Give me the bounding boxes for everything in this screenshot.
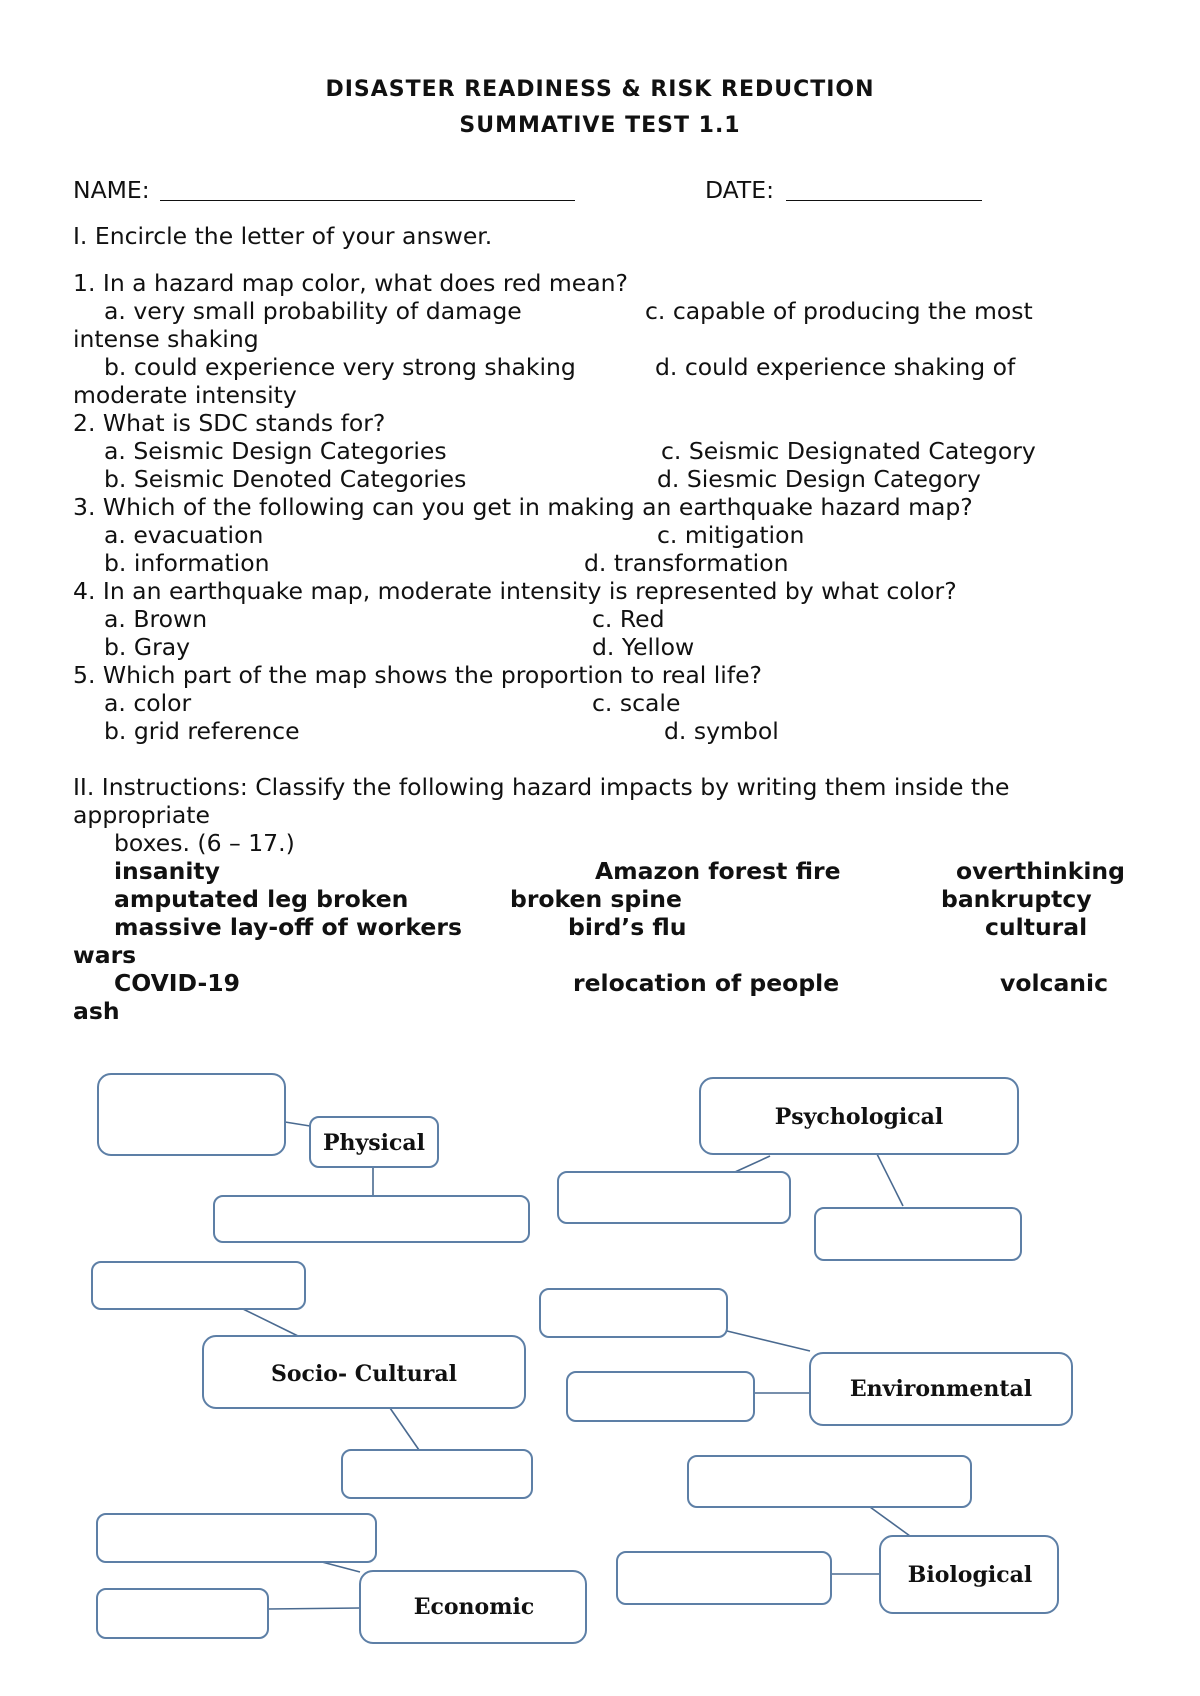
item-amazon-forest-fire: Amazon forest fire <box>595 857 841 885</box>
item-cultural: cultural <box>985 913 1088 941</box>
question-1: 1. In a hazard map color, what does red mean? <box>73 269 628 297</box>
item-volcanic-wrap: ash <box>73 997 120 1025</box>
biological-answer-box-2[interactable] <box>617 1552 831 1604</box>
psychological-answer-box-2[interactable] <box>815 1208 1021 1260</box>
item-bankruptcy: bankruptcy <box>941 885 1092 913</box>
q4-choice-b[interactable]: b. Gray <box>104 633 191 661</box>
item-layoff: massive lay-off of workers <box>114 913 462 941</box>
q1-choice-a[interactable]: a. very small probability of damage <box>104 297 522 325</box>
socio-cultural-label: Socio- Cultural <box>270 1361 458 1387</box>
q5-choice-a[interactable]: a. color <box>104 689 192 717</box>
q3-choice-a[interactable]: a. evacuation <box>104 521 264 549</box>
item-overthinking: overthinking <box>956 857 1125 885</box>
part2-instruction-wrap: appropriate <box>73 801 210 829</box>
q2-choice-a[interactable]: a. Seismic Design Categories <box>104 437 447 465</box>
item-broken-spine: broken spine <box>510 885 682 913</box>
q4-choice-c[interactable]: c. Red <box>592 605 665 633</box>
q1-choice-d-wrap: moderate intensity <box>73 381 297 409</box>
page-title: DISASTER READINESS & RISK REDUCTION <box>325 77 875 102</box>
question-4: 4. In an earthquake map, moderate intensity is represented by what color? <box>73 577 957 605</box>
q2-choice-c[interactable]: c. Seismic Designated Category <box>661 437 1036 465</box>
question-5: 5. Which part of the map shows the proportion to real life? <box>73 661 763 689</box>
physical-answer-box-1[interactable] <box>98 1074 285 1155</box>
item-cultural-wrap: wars <box>73 941 137 969</box>
physical-answer-box-2[interactable] <box>214 1196 529 1242</box>
q5-choice-b[interactable]: b. grid reference <box>104 717 300 745</box>
q5-choice-d[interactable]: d. symbol <box>664 717 779 745</box>
psychological-label: Psychological <box>774 1104 944 1130</box>
part2-instruction-boxes: boxes. (6 – 17.) <box>114 829 295 857</box>
part1-instruction: I. Encircle the letter of your answer. <box>73 222 493 250</box>
item-volcanic: volcanic <box>1000 969 1109 997</box>
q2-choice-b[interactable]: b. Seismic Denoted Categories <box>104 465 467 493</box>
environmental-label: Environmental <box>849 1376 1033 1402</box>
biological-label: Biological <box>907 1562 1033 1588</box>
q4-choice-d[interactable]: d. Yellow <box>592 633 695 661</box>
q1-choice-d[interactable]: d. could experience shaking of <box>655 353 1016 381</box>
q2-choice-d[interactable]: d. Siesmic Design Category <box>657 465 981 493</box>
q4-choice-a[interactable]: a. Brown <box>104 605 208 633</box>
economic-answer-box-1[interactable] <box>97 1514 376 1562</box>
q3-choice-b[interactable]: b. information <box>104 549 270 577</box>
q5-choice-c[interactable]: c. scale <box>592 689 681 717</box>
page-subtitle: SUMMATIVE TEST 1.1 <box>459 113 741 138</box>
item-birds-flu: bird’s flu <box>568 913 687 941</box>
part2-instruction: II. Instructions: Classify the following hazard impacts by writing them inside the <box>73 773 1010 801</box>
item-covid: COVID-19 <box>114 969 240 997</box>
psychological-answer-box-1[interactable] <box>558 1172 790 1223</box>
environmental-answer-box-2[interactable] <box>567 1372 754 1421</box>
economic-label: Economic <box>413 1594 535 1620</box>
q3-choice-c[interactable]: c. mitigation <box>657 521 805 549</box>
date-label: DATE: <box>705 176 775 204</box>
q1-choice-c-wrap: intense shaking <box>73 325 259 353</box>
q1-choice-b[interactable]: b. could experience very strong shaking <box>104 353 576 381</box>
environmental-answer-box-1[interactable] <box>540 1289 727 1337</box>
biological-answer-box-1[interactable] <box>688 1456 971 1507</box>
item-insanity: insanity <box>114 857 220 885</box>
socio-cultural-answer-box-2[interactable] <box>342 1450 532 1498</box>
physical-label: Physical <box>322 1130 426 1156</box>
q1-choice-c[interactable]: c. capable of producing the most <box>645 297 1033 325</box>
economic-answer-box-2[interactable] <box>97 1589 268 1638</box>
question-3: 3. Which of the following can you get in making an earthquake hazard map? <box>73 493 973 521</box>
name-label: NAME: <box>73 176 150 204</box>
socio-cultural-answer-box-1[interactable] <box>92 1262 305 1309</box>
item-relocation: relocation of people <box>573 969 840 997</box>
item-amputated-leg: amputated leg broken <box>114 885 409 913</box>
q3-choice-d[interactable]: d. transformation <box>584 549 789 577</box>
question-2: 2. What is SDC stands for? <box>73 409 386 437</box>
